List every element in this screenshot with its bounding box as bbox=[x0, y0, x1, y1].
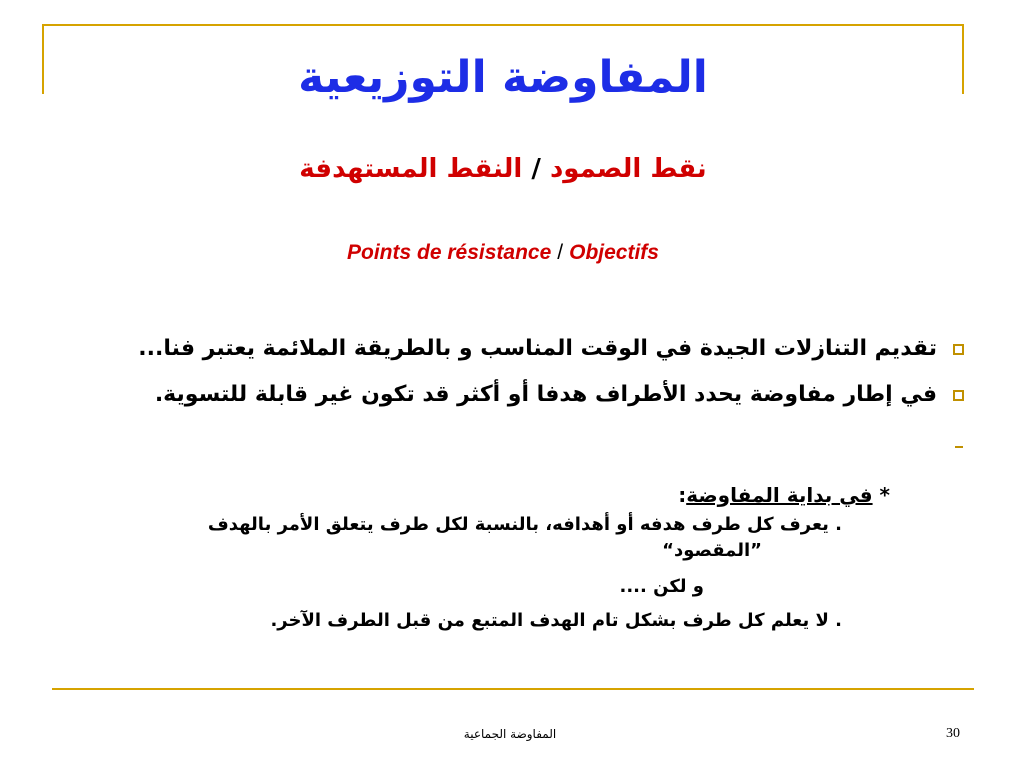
section-heading-text: في بداية المفاوضة bbox=[686, 483, 873, 507]
subtitle-ar-part1: النقط المستهدفة bbox=[299, 154, 523, 184]
slide-title: المفاوضة التوزيعية bbox=[298, 52, 708, 103]
subtitle-arabic bbox=[44, 150, 962, 188]
square-bullet-icon bbox=[953, 344, 964, 355]
bullet-list bbox=[40, 326, 970, 418]
subtitle-ar-part2: نقط الصمود bbox=[549, 154, 707, 184]
paragraph-1 bbox=[120, 512, 900, 564]
connector-line: و لكن .... bbox=[619, 576, 704, 597]
paragraph-2: . لا يعلم كل طرف بشكل تام الهدف المتبع من قبل الطرف الآخر. bbox=[270, 610, 842, 631]
page-number: 30 bbox=[946, 726, 960, 741]
subtitle-fr-separator: / bbox=[557, 241, 564, 264]
paragraph-1-line-2: ”المقصود“ bbox=[662, 540, 762, 561]
subtitle-fr-part2: Objectifs bbox=[569, 241, 659, 264]
bullet-text: في إطار مفاوضة يحدد الأطراف هدفا أو أكثر قد تكون غير قابلة للتسوية. bbox=[154, 382, 937, 407]
section-prefix: * bbox=[872, 483, 890, 507]
bullet-item bbox=[40, 372, 970, 418]
paragraph-1-line-1: . يعرف كل طرف هدفه أو أهدافه، بالنسبة لكل طرف يتعلق الأمر بالهدف bbox=[207, 514, 842, 535]
section-block bbox=[120, 478, 900, 634]
section-colon: : bbox=[678, 483, 687, 507]
bullet-item bbox=[40, 326, 970, 372]
bullet-text: تقديم التنازلات الجيدة في الوقت المناسب و بالطريقة الملائمة يعتبر فنا... bbox=[138, 336, 937, 361]
frame-top-line bbox=[42, 24, 964, 26]
decorative-dash bbox=[955, 446, 963, 448]
footer-title: المفاوضة الجماعية bbox=[463, 727, 557, 741]
square-bullet-icon bbox=[953, 390, 964, 401]
subtitle-ar-separator: / bbox=[531, 154, 541, 184]
subtitle-french bbox=[44, 238, 962, 268]
section-heading bbox=[120, 478, 900, 512]
frame-right-line bbox=[962, 24, 964, 94]
footer-rule bbox=[52, 688, 974, 690]
subtitle-fr-part1: Points de résistance bbox=[347, 241, 552, 264]
